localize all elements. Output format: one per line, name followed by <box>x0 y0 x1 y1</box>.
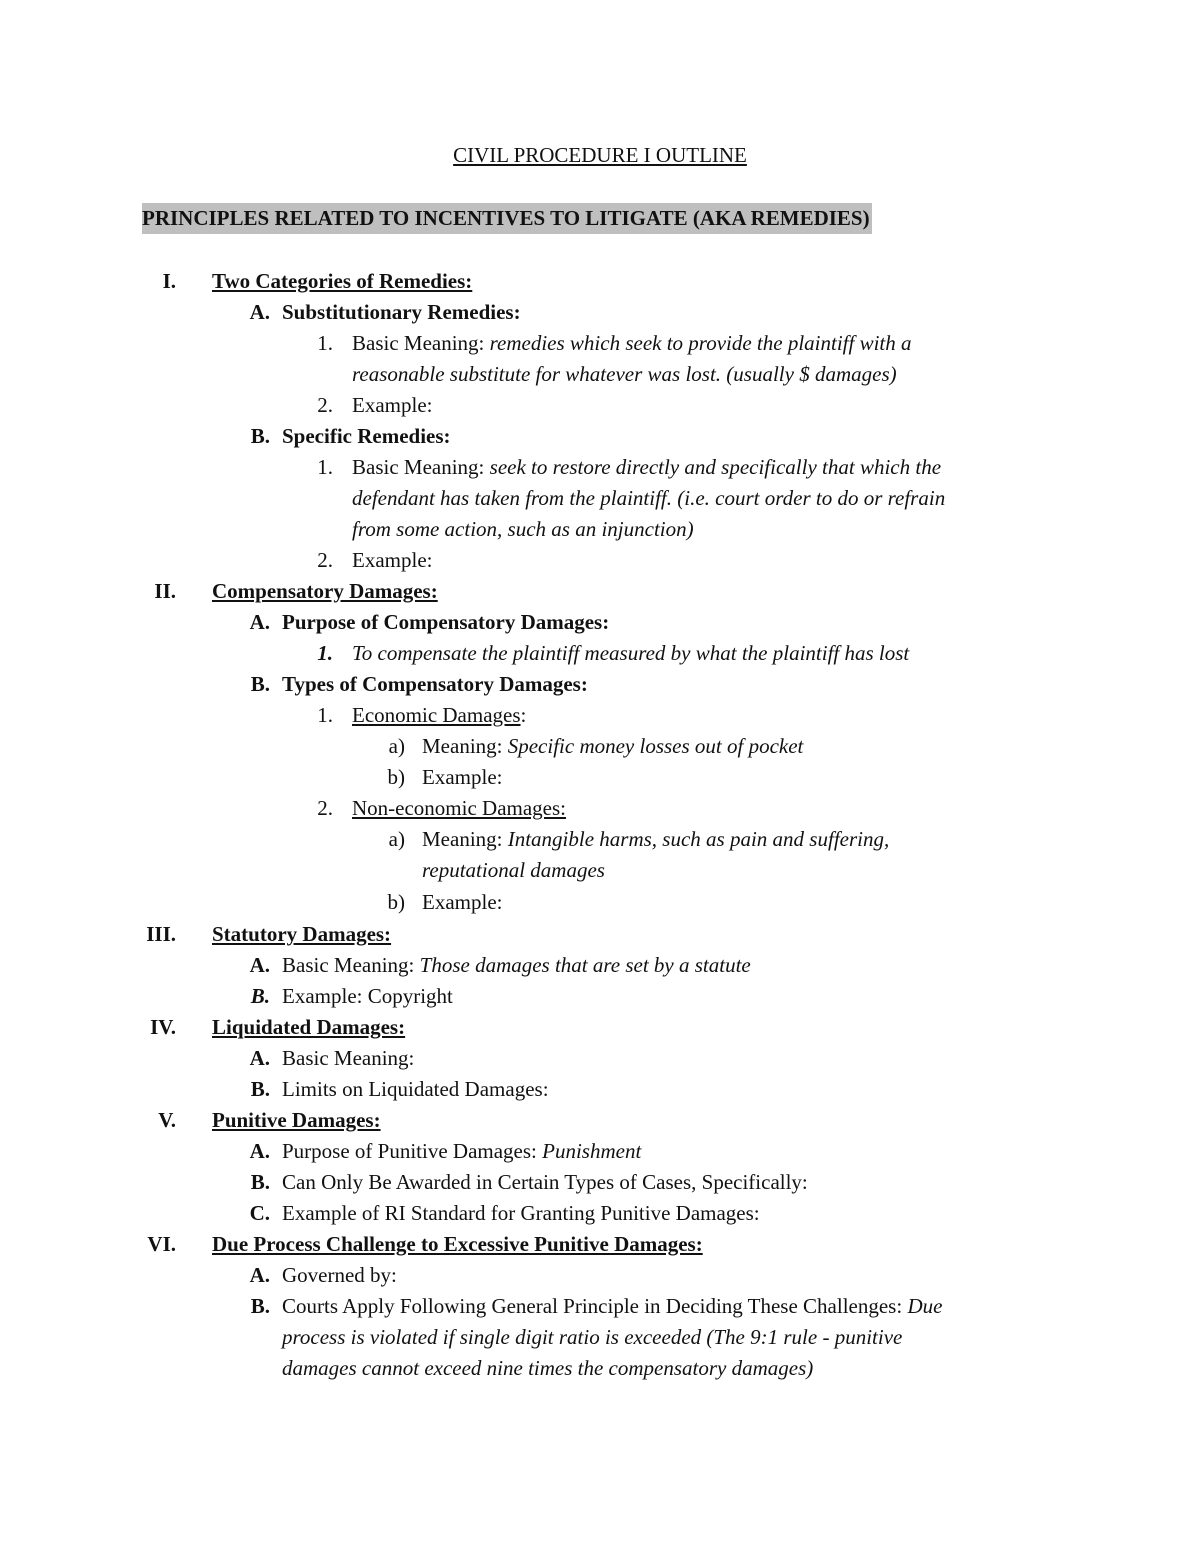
outline-text: Non-economic Damages: <box>352 796 567 820</box>
outline-text: Can Only Be Awarded in Certain Types of Cases, Specifically: <box>282 1170 808 1194</box>
letter-marker: A. <box>249 953 270 977</box>
sub-marker: b) <box>387 890 405 914</box>
outline-item-i <box>0 266 1200 297</box>
outline-item-ii-b-1-a <box>0 731 1200 762</box>
number-marker: 2. <box>317 796 333 820</box>
roman-numeral: II. <box>154 579 176 603</box>
outline-heading: Liquidated Damages: <box>212 1015 406 1039</box>
label-text: Basic Meaning: <box>352 455 490 479</box>
outline-item-v-b <box>0 1167 1200 1198</box>
label-text: Meaning: <box>422 827 508 851</box>
number-marker: 1. <box>317 703 333 727</box>
outline-item-ii-a-1 <box>0 638 1200 669</box>
outline-subheading: Purpose of Compensatory Damages: <box>282 610 610 634</box>
definition-text: remedies which seek to provide the plaintiff with a <box>489 331 912 355</box>
definition-text: from some action, such as an injunction) <box>352 517 694 541</box>
definition-text: Intangible harms, such as pain and suffering, <box>507 827 890 851</box>
outline-text <box>422 731 803 762</box>
outline-continuation <box>0 855 1200 886</box>
outline-heading: Compensatory Damages: <box>212 579 438 603</box>
outline-subheading: Specific Remedies: <box>282 424 451 448</box>
letter-marker: B. <box>250 672 270 696</box>
outline-text <box>282 950 751 981</box>
outline-text: Example: Copyright <box>282 984 453 1008</box>
outline-text <box>282 1291 942 1322</box>
definition-text: defendant has taken from the plaintiff. (i.e. court order to do or refrain <box>352 486 946 510</box>
letter-marker: A. <box>249 1046 270 1070</box>
label-text: Basic Meaning: <box>282 953 420 977</box>
label-text: Economic Damages <box>352 703 521 727</box>
colon-text: : <box>520 703 527 727</box>
outline-item-i-a-2 <box>0 390 1200 421</box>
outline-item-v <box>0 1105 1200 1136</box>
outline-item-v-c <box>0 1198 1200 1229</box>
outline-text <box>352 328 912 359</box>
letter-marker: A. <box>249 300 270 324</box>
letter-marker: A. <box>249 1263 270 1287</box>
definition-text: Due <box>907 1294 943 1318</box>
outline-item-ii-b-1 <box>0 700 1200 731</box>
outline-text: Limits on Liquidated Damages: <box>282 1077 549 1101</box>
outline-text: Governed by: <box>282 1263 397 1287</box>
letter-marker: B. <box>250 1294 270 1318</box>
label-text: Purpose of Punitive Damages: <box>282 1139 543 1163</box>
outline-text <box>422 824 889 855</box>
definition-text: damages cannot exceed nine times the compensatory damages) <box>282 1356 814 1380</box>
outline-item-ii-b <box>0 669 1200 700</box>
definition-text: process is violated if single digit ratio is exceeded (The 9:1 rule - punitive <box>282 1325 903 1349</box>
letter-marker: B. <box>250 424 270 448</box>
outline-item-ii-a <box>0 607 1200 638</box>
outline-heading: Due Process Challenge to Excessive Punitive Damages: <box>212 1232 703 1256</box>
roman-numeral: III. <box>146 922 176 946</box>
outline-item-iv-a <box>0 1043 1200 1074</box>
number-marker: 1. <box>317 455 333 479</box>
definition-text: Specific money losses out of pocket <box>507 734 804 758</box>
letter-marker: B. <box>250 1170 270 1194</box>
outline-subheading: Substitutionary Remedies: <box>282 300 521 324</box>
roman-numeral: V. <box>158 1108 176 1132</box>
outline-item-i-b-2 <box>0 545 1200 576</box>
letter-marker: A. <box>249 1139 270 1163</box>
outline-item-iv-b <box>0 1074 1200 1105</box>
outline-text: Example: <box>422 890 503 914</box>
outline-heading: Statutory Damages: <box>212 922 392 946</box>
outline-item-vi <box>0 1229 1200 1260</box>
outline-item-ii-b-1-b <box>0 762 1200 793</box>
outline-heading: Punitive Damages: <box>212 1108 381 1132</box>
label-text: Meaning: <box>422 734 508 758</box>
definition-text: Punishment <box>542 1139 642 1163</box>
outline-item-v-a <box>0 1136 1200 1167</box>
roman-numeral: I. <box>162 269 176 293</box>
section-heading: PRINCIPLES RELATED TO INCENTIVES TO LITIGATE (AKA REMEDIES) <box>142 203 872 234</box>
letter-marker: B. <box>250 1077 270 1101</box>
outline-item-iii <box>0 919 1200 950</box>
outline-continuation <box>0 483 1200 514</box>
outline-text: Example of RI Standard for Granting Punitive Damages: <box>282 1201 760 1225</box>
letter-marker: B. <box>250 984 270 1008</box>
outline-continuation <box>0 359 1200 390</box>
outline-item-i-a-1 <box>0 328 1200 359</box>
outline-text: Example: <box>422 765 503 789</box>
outline-item-ii <box>0 576 1200 607</box>
page-title: CIVIL PROCEDURE I OUTLINE <box>453 143 747 167</box>
outline-item-ii-b-2-a <box>0 824 1200 855</box>
outline-item-ii-b-2 <box>0 793 1200 824</box>
outline-item-i-b-1 <box>0 452 1200 483</box>
outline-item-iii-a <box>0 950 1200 981</box>
outline-continuation <box>0 514 1200 545</box>
number-marker: 2. <box>317 393 333 417</box>
label-text: Basic Meaning: <box>352 331 490 355</box>
outline-text <box>282 1136 641 1167</box>
sub-marker: b) <box>387 765 405 789</box>
sub-marker: a) <box>388 827 405 851</box>
definition-text: seek to restore directly and specifically that which the <box>489 455 942 479</box>
outline-item-vi-b <box>0 1291 1200 1322</box>
roman-numeral: VI. <box>147 1232 176 1256</box>
definition-text: reasonable substitute for whatever was lost. (usually $ damages) <box>352 362 897 386</box>
definition-text: reputational damages <box>422 858 605 882</box>
definition-text: To compensate the plaintiff measured by what the plaintiff has lost <box>352 641 910 665</box>
outline-item-i-b <box>0 421 1200 452</box>
outline-continuation <box>0 1322 1200 1353</box>
outline-text <box>352 452 941 483</box>
outline-text <box>352 700 526 731</box>
number-marker: 2. <box>317 548 333 572</box>
number-marker: 1. <box>317 331 333 355</box>
letter-marker: C. <box>249 1201 270 1225</box>
outline-heading: Two Categories of Remedies: <box>212 269 473 293</box>
outline-item-i-a <box>0 297 1200 328</box>
outline-text: Example: <box>352 548 433 572</box>
sub-marker: a) <box>388 734 405 758</box>
definition-text: Those damages that are set by a statute <box>419 953 751 977</box>
number-marker: 1. <box>317 641 333 665</box>
outline-item-ii-b-2-b <box>0 887 1200 918</box>
outline-text: Example: <box>352 393 433 417</box>
outline-continuation <box>0 1353 1200 1384</box>
label-text: Courts Apply Following General Principle in Deciding These Challenges: <box>282 1294 908 1318</box>
outline-item-iv <box>0 1012 1200 1043</box>
outline-item-vi-a <box>0 1260 1200 1291</box>
outline-subheading: Types of Compensatory Damages: <box>282 672 588 696</box>
roman-numeral: IV. <box>150 1015 176 1039</box>
outline-item-iii-b <box>0 981 1200 1012</box>
outline-text: Basic Meaning: <box>282 1046 415 1070</box>
letter-marker: A. <box>249 610 270 634</box>
